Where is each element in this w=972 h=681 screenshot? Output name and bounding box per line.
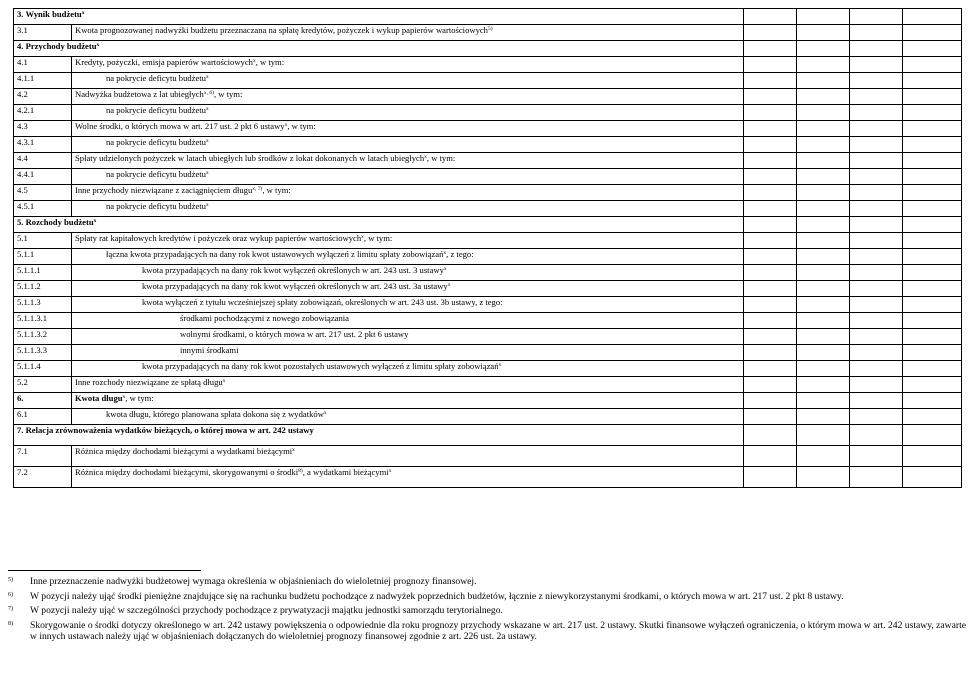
- value-cell[interactable]: [797, 249, 850, 265]
- row-text-tail: , w tym:: [262, 185, 291, 195]
- value-cell[interactable]: [797, 57, 850, 73]
- section-header: [14, 217, 744, 233]
- footnote-ref: x: [323, 410, 327, 416]
- row-text-tail: , w tym:: [287, 121, 316, 131]
- value-cell[interactable]: [744, 57, 797, 73]
- table-row: [14, 313, 962, 329]
- row-text: kwota przypadających na dany rok kwot pozostałych ustawowych wyłączeń z limitu spłaty zobowiązań: [142, 361, 499, 371]
- value-cell[interactable]: [744, 73, 797, 89]
- section-header: [14, 425, 744, 446]
- footnote-ref: x: [205, 138, 209, 144]
- value-cell[interactable]: [797, 25, 850, 41]
- footnote: [8, 605, 966, 616]
- value-cell[interactable]: [797, 446, 850, 467]
- value-cell[interactable]: [850, 329, 903, 345]
- value-cell[interactable]: [850, 217, 903, 233]
- value-cell[interactable]: [850, 377, 903, 393]
- value-cell[interactable]: [744, 153, 797, 169]
- footnote-ref: x: [205, 74, 209, 80]
- row-text: na pokrycie deficytu budżetu: [106, 201, 206, 211]
- section-header: [14, 9, 744, 25]
- value-cell[interactable]: [744, 409, 797, 425]
- row-description: [72, 345, 744, 361]
- value-cell[interactable]: [903, 361, 962, 377]
- row-number: 4.4.1: [14, 169, 72, 185]
- table-row: [14, 89, 962, 105]
- value-cell[interactable]: [903, 73, 962, 89]
- row-number: 4.4: [14, 153, 72, 169]
- value-cell[interactable]: [797, 137, 850, 153]
- value-cell[interactable]: [744, 265, 797, 281]
- table-row: [14, 41, 962, 57]
- value-cell[interactable]: [744, 201, 797, 217]
- row-text-tail: , w tym:: [255, 57, 285, 67]
- table-row: [14, 361, 962, 377]
- section-title: 5. Rozchody budżetu: [17, 217, 94, 227]
- row-number: 4.5.1: [14, 201, 72, 217]
- budget-table: [13, 8, 962, 488]
- row-description: [72, 185, 744, 201]
- row-text: Różnica między dochodami bieżącymi, skorygowanymi o środki: [75, 467, 299, 477]
- value-cell[interactable]: [744, 393, 797, 409]
- row-text: kwota długu, którego planowana spłata dokona się z wydatków: [106, 409, 324, 419]
- row-description: [72, 89, 744, 105]
- row-description: [72, 361, 744, 377]
- value-cell[interactable]: [850, 345, 903, 361]
- value-cell[interactable]: [903, 121, 962, 137]
- row-description: [72, 169, 744, 185]
- row-text: kwota przypadających na dany rok kwot wyłączeń określonych w art. 243 ust. 3a ustawy: [142, 281, 448, 291]
- row-text: kwota przypadających na dany rok kwot wyłączeń określonych w art. 243 ust. 3 ustawy: [142, 265, 444, 275]
- row-number: 5.1.1.2: [14, 281, 72, 297]
- row-text: Kredyty, pożyczki, emisja papierów wartościowych: [75, 57, 253, 67]
- value-cell[interactable]: [850, 57, 903, 73]
- footnote-ref: x: [122, 394, 126, 400]
- value-cell[interactable]: [744, 467, 797, 488]
- row-text: kwota wyłączeń z tytułu wcześniejszej spłaty zobowiązań, określonych w art. 243 ust. 3b ustawy, z tego:: [142, 297, 503, 307]
- value-cell[interactable]: [903, 446, 962, 467]
- value-cell[interactable]: [797, 217, 850, 233]
- value-cell[interactable]: [797, 233, 850, 249]
- value-cell[interactable]: [744, 329, 797, 345]
- row-text: Spłaty rat kapitałowych kredytów i pożyczek oraz wykup papierów wartościowych: [75, 233, 362, 243]
- row-description: [72, 57, 744, 73]
- value-cell[interactable]: [744, 345, 797, 361]
- row-description: [72, 377, 744, 393]
- value-cell[interactable]: [903, 297, 962, 313]
- table-row: [14, 25, 962, 41]
- section-footnote-ref: x: [93, 218, 97, 224]
- value-cell[interactable]: [744, 137, 797, 153]
- footnote-ref: 5): [487, 26, 493, 32]
- row-number: 5.1.1.3.1: [14, 313, 72, 329]
- table-row: [14, 467, 962, 488]
- section-title: 7. Relacja zrównoważenia wydatków bieżących, o której mowa w art. 242 ustawy: [17, 425, 314, 435]
- value-cell[interactable]: [903, 233, 962, 249]
- table-row: [14, 201, 962, 217]
- value-cell[interactable]: [744, 9, 797, 25]
- row-number: 3.1: [14, 25, 72, 41]
- value-cell[interactable]: [797, 425, 850, 446]
- table-row: [14, 121, 962, 137]
- value-cell[interactable]: [797, 281, 850, 297]
- footnote-text: Skorygowanie o środki dotyczy określonego w art. 242 ustawy powiększenia o odpowiednie dla roku prognozy przychody wskazane w art. 217 ust. 2 ustawy. Skutki finansowe wyłączeń ograniczenia, o którym mowa w art. 242 ustawy, zawarte w innych ustawach należy ująć w objaśnieniach dołączanych do wieloletniej prognozy finansowej zgodnie z art. 226 ust. 2a ustawy.: [30, 619, 966, 643]
- table-row: [14, 281, 962, 297]
- row-text: Inne rozchody niezwiązane ze spłatą długu: [75, 377, 223, 387]
- value-cell[interactable]: [744, 249, 797, 265]
- value-cell[interactable]: [850, 409, 903, 425]
- footnote-mark: 8): [8, 620, 13, 627]
- row-text: na pokrycie deficytu budżetu: [106, 105, 206, 115]
- value-cell[interactable]: [850, 137, 903, 153]
- footnote-text: W pozycji należy ująć w szczególności przychody pochodzące z prywatyzacji majątku jednostki samorządu terytorialnego.: [30, 605, 503, 617]
- footnote-ref: x: [284, 122, 288, 128]
- row-description: [72, 233, 744, 249]
- value-cell[interactable]: [850, 169, 903, 185]
- value-cell[interactable]: [797, 265, 850, 281]
- row-number: 5.1.1.3.3: [14, 345, 72, 361]
- row-number: 5.1.1.4: [14, 361, 72, 377]
- value-cell[interactable]: [850, 201, 903, 217]
- table-row: [14, 425, 962, 446]
- value-cell[interactable]: [850, 9, 903, 25]
- table-row: [14, 265, 962, 281]
- row-description: [72, 73, 744, 89]
- value-cell[interactable]: [903, 393, 962, 409]
- footnote-ref: x: [205, 106, 209, 112]
- footnote-separator: [8, 570, 201, 571]
- footnote-ref: x, 7): [252, 186, 263, 192]
- row-number: 6.1: [14, 409, 72, 425]
- value-cell[interactable]: [744, 185, 797, 201]
- table-row: [14, 329, 962, 345]
- footnote-ref: x: [205, 202, 209, 208]
- value-cell[interactable]: [903, 57, 962, 73]
- row-text: środkami pochodzącymi z nowego zobowiązania: [180, 313, 349, 323]
- row-number: 5.1.1.3: [14, 297, 72, 313]
- row-text: Kwota długu: [75, 393, 123, 403]
- table-row: [14, 57, 962, 73]
- value-cell[interactable]: [850, 41, 903, 57]
- table-row: [14, 217, 962, 233]
- value-cell[interactable]: [797, 201, 850, 217]
- row-description: [72, 153, 744, 169]
- footnote-mark: 6): [8, 591, 13, 598]
- row-number: 4.1.1: [14, 73, 72, 89]
- value-cell[interactable]: [850, 185, 903, 201]
- footnote-ref: 8): [298, 468, 303, 474]
- value-cell[interactable]: [850, 281, 903, 297]
- row-description: [72, 393, 744, 409]
- row-text: łączna kwota przypadających na dany rok kwot ustawowych wyłączeń z limitu spłaty zobowiązań: [106, 249, 444, 259]
- row-number: 4.5: [14, 185, 72, 201]
- footnote-ref: x: [361, 234, 364, 240]
- row-number: 6.: [14, 393, 72, 409]
- row-text: Różnica między dochodami bieżącymi a wydatkami bieżącymi: [75, 446, 293, 456]
- row-description: [72, 297, 744, 313]
- value-cell[interactable]: [744, 121, 797, 137]
- table-row: [14, 377, 962, 393]
- value-cell[interactable]: [850, 265, 903, 281]
- value-cell[interactable]: [850, 73, 903, 89]
- table-row: [14, 249, 962, 265]
- section-title: 3. Wynik budżetu: [17, 9, 82, 19]
- value-cell[interactable]: [850, 105, 903, 121]
- row-text: wolnymi środkami, o których mowa w art. 217 ust. 2 pkt 6 ustawy: [180, 329, 409, 339]
- value-cell[interactable]: [903, 105, 962, 121]
- footnotes: [8, 576, 966, 646]
- table-row: [14, 409, 962, 425]
- value-cell[interactable]: [903, 409, 962, 425]
- value-cell[interactable]: [903, 329, 962, 345]
- row-description: [72, 409, 744, 425]
- footnote-ref: x: [292, 447, 295, 453]
- row-text: Spłaty udzielonych pożyczek w latach ubiegłych lub środków z lokat dokonanych w latach ubiegłych: [75, 153, 425, 163]
- value-cell[interactable]: [903, 467, 962, 488]
- row-number: 4.3: [14, 121, 72, 137]
- value-cell[interactable]: [744, 361, 797, 377]
- value-cell[interactable]: [744, 217, 797, 233]
- value-cell[interactable]: [850, 361, 903, 377]
- footnote-ref: x: [424, 154, 427, 160]
- footnote-ref: x: [222, 378, 226, 384]
- row-description: [72, 121, 744, 137]
- value-cell[interactable]: [903, 249, 962, 265]
- value-cell[interactable]: [850, 446, 903, 467]
- table-row: [14, 153, 962, 169]
- row-number: 7.1: [14, 446, 72, 467]
- section-footnote-ref: x: [81, 10, 85, 16]
- footnote: [8, 576, 966, 587]
- row-number: 5.1: [14, 233, 72, 249]
- row-text: innymi środkami: [180, 345, 239, 355]
- row-description: [72, 25, 744, 41]
- value-cell[interactable]: [903, 201, 962, 217]
- table-row: [14, 345, 962, 361]
- value-cell[interactable]: [744, 169, 797, 185]
- footnote: [8, 620, 966, 643]
- value-cell[interactable]: [850, 393, 903, 409]
- value-cell[interactable]: [903, 9, 962, 25]
- value-cell[interactable]: [744, 281, 797, 297]
- value-cell[interactable]: [744, 89, 797, 105]
- value-cell[interactable]: [797, 153, 850, 169]
- value-cell[interactable]: [744, 425, 797, 446]
- value-cell[interactable]: [903, 25, 962, 41]
- row-text-tail: , a wydatkami bieżącymi: [302, 467, 389, 477]
- value-cell[interactable]: [797, 361, 850, 377]
- value-cell[interactable]: [797, 297, 850, 313]
- value-cell[interactable]: [744, 377, 797, 393]
- section-title: 4. Przychody budżetu: [17, 41, 97, 51]
- value-cell[interactable]: [797, 41, 850, 57]
- value-cell[interactable]: [797, 467, 850, 488]
- row-number: 7.2: [14, 467, 72, 488]
- row-text: na pokrycie deficytu budżetu: [106, 137, 206, 147]
- footnote-ref: x: [447, 282, 451, 288]
- value-cell[interactable]: [850, 25, 903, 41]
- row-description: [72, 249, 744, 265]
- value-cell[interactable]: [903, 41, 962, 57]
- value-cell[interactable]: [797, 169, 850, 185]
- footnote-ref: x: [205, 170, 209, 176]
- value-cell[interactable]: [850, 153, 903, 169]
- value-cell[interactable]: [850, 467, 903, 488]
- value-cell[interactable]: [797, 377, 850, 393]
- row-number: 5.1.1.1: [14, 265, 72, 281]
- value-cell[interactable]: [797, 393, 850, 409]
- row-number: 4.1: [14, 57, 72, 73]
- table-row: [14, 73, 962, 89]
- value-cell[interactable]: [903, 265, 962, 281]
- footnote-ref: x: [443, 266, 447, 272]
- value-cell[interactable]: [744, 25, 797, 41]
- row-description: [72, 467, 744, 488]
- value-cell[interactable]: [903, 345, 962, 361]
- value-cell[interactable]: [903, 217, 962, 233]
- value-cell[interactable]: [797, 89, 850, 105]
- row-description: [72, 446, 744, 467]
- value-cell[interactable]: [903, 137, 962, 153]
- value-cell[interactable]: [797, 9, 850, 25]
- row-description: [72, 281, 744, 297]
- footnote-ref: x: [252, 58, 256, 64]
- footnote: [8, 591, 966, 602]
- value-cell[interactable]: [797, 345, 850, 361]
- footnote-ref: x: [388, 468, 392, 474]
- table-row: [14, 169, 962, 185]
- value-cell[interactable]: [797, 73, 850, 89]
- value-cell[interactable]: [850, 249, 903, 265]
- value-cell[interactable]: [744, 41, 797, 57]
- row-number: 5.1.1.3.2: [14, 329, 72, 345]
- value-cell[interactable]: [850, 313, 903, 329]
- row-text: Inne przychody niezwiązane z zaciągnięciem długu: [75, 185, 253, 195]
- value-cell[interactable]: [797, 313, 850, 329]
- value-cell[interactable]: [797, 105, 850, 121]
- footnote-text: Inne przeznaczenie nadwyżki budżetowej wymaga określenia w objaśnieniach do wieloletniej prognozy finansowej.: [30, 576, 477, 587]
- row-description: [72, 105, 744, 121]
- value-cell[interactable]: [850, 89, 903, 105]
- section-header: [14, 41, 744, 57]
- value-cell[interactable]: [903, 89, 962, 105]
- value-cell[interactable]: [744, 313, 797, 329]
- value-cell[interactable]: [850, 233, 903, 249]
- footnote-ref: x: [498, 362, 502, 368]
- row-text: na pokrycie deficytu budżetu: [106, 169, 206, 179]
- value-cell[interactable]: [744, 446, 797, 467]
- value-cell[interactable]: [903, 377, 962, 393]
- table-row: [14, 105, 962, 121]
- row-description: [72, 201, 744, 217]
- table-row: [14, 137, 962, 153]
- value-cell[interactable]: [903, 313, 962, 329]
- value-cell[interactable]: [903, 425, 962, 446]
- value-cell[interactable]: [797, 329, 850, 345]
- value-cell[interactable]: [903, 185, 962, 201]
- value-cell[interactable]: [797, 121, 850, 137]
- footnote-mark: 7): [8, 606, 13, 613]
- table-row: [14, 185, 962, 201]
- row-description: [72, 313, 744, 329]
- value-cell[interactable]: [850, 425, 903, 446]
- table-row: [14, 446, 962, 467]
- row-description: [72, 137, 744, 153]
- row-number: 4.2: [14, 89, 72, 105]
- table-row: [14, 297, 962, 313]
- row-text-tail: , w tym:: [363, 233, 393, 243]
- value-cell[interactable]: [903, 153, 962, 169]
- row-text-tail: , w tym:: [213, 89, 243, 99]
- row-text-tail: , z tego:: [446, 249, 474, 259]
- row-text: Kwota prognozowanej nadwyżki budżetu przeznaczana na spłatę kredytów, pożyczek i wykup papierów wartościowych: [75, 25, 488, 35]
- row-number: 5.1.1: [14, 249, 72, 265]
- value-cell[interactable]: [744, 297, 797, 313]
- row-number: 5.2: [14, 377, 72, 393]
- footnote-ref: x: [443, 250, 447, 256]
- section-footnote-ref: x: [96, 42, 100, 48]
- value-cell[interactable]: [797, 185, 850, 201]
- footnote-mark: 5): [8, 577, 13, 583]
- table-row: [14, 233, 962, 249]
- value-cell[interactable]: [903, 281, 962, 297]
- budget-table-body: [14, 9, 962, 488]
- footnote-ref: x, 6): [203, 90, 214, 96]
- value-cell[interactable]: [744, 233, 797, 249]
- row-number: 4.3.1: [14, 137, 72, 153]
- value-cell[interactable]: [903, 169, 962, 185]
- row-text: Nadwyżka budżetowa z lat ubiegłych: [75, 89, 204, 99]
- row-text: Wolne środki, o których mowa w art. 217 ust. 2 pkt 6 ustawy: [75, 121, 285, 131]
- row-description: [72, 265, 744, 281]
- row-text: na pokrycie deficytu budżetu: [106, 73, 206, 83]
- row-number: 4.2.1: [14, 105, 72, 121]
- footnote-text: W pozycji należy ująć środki pieniężne znajdujące się na rachunku budżetu pochodzące z nadwyżek poprzednich budżetów, łącznie z niewykorzystanymi środkami, o których mowa w art. 217 ust. 2 pkt 8 ustawy.: [30, 590, 844, 602]
- value-cell[interactable]: [850, 121, 903, 137]
- table-row: [14, 393, 962, 409]
- value-cell[interactable]: [744, 105, 797, 121]
- table-row: [14, 9, 962, 25]
- row-description: [72, 329, 744, 345]
- value-cell[interactable]: [797, 409, 850, 425]
- row-text-tail: , w tym:: [125, 393, 154, 403]
- row-text-tail: , w tym:: [426, 153, 456, 163]
- value-cell[interactable]: [850, 297, 903, 313]
